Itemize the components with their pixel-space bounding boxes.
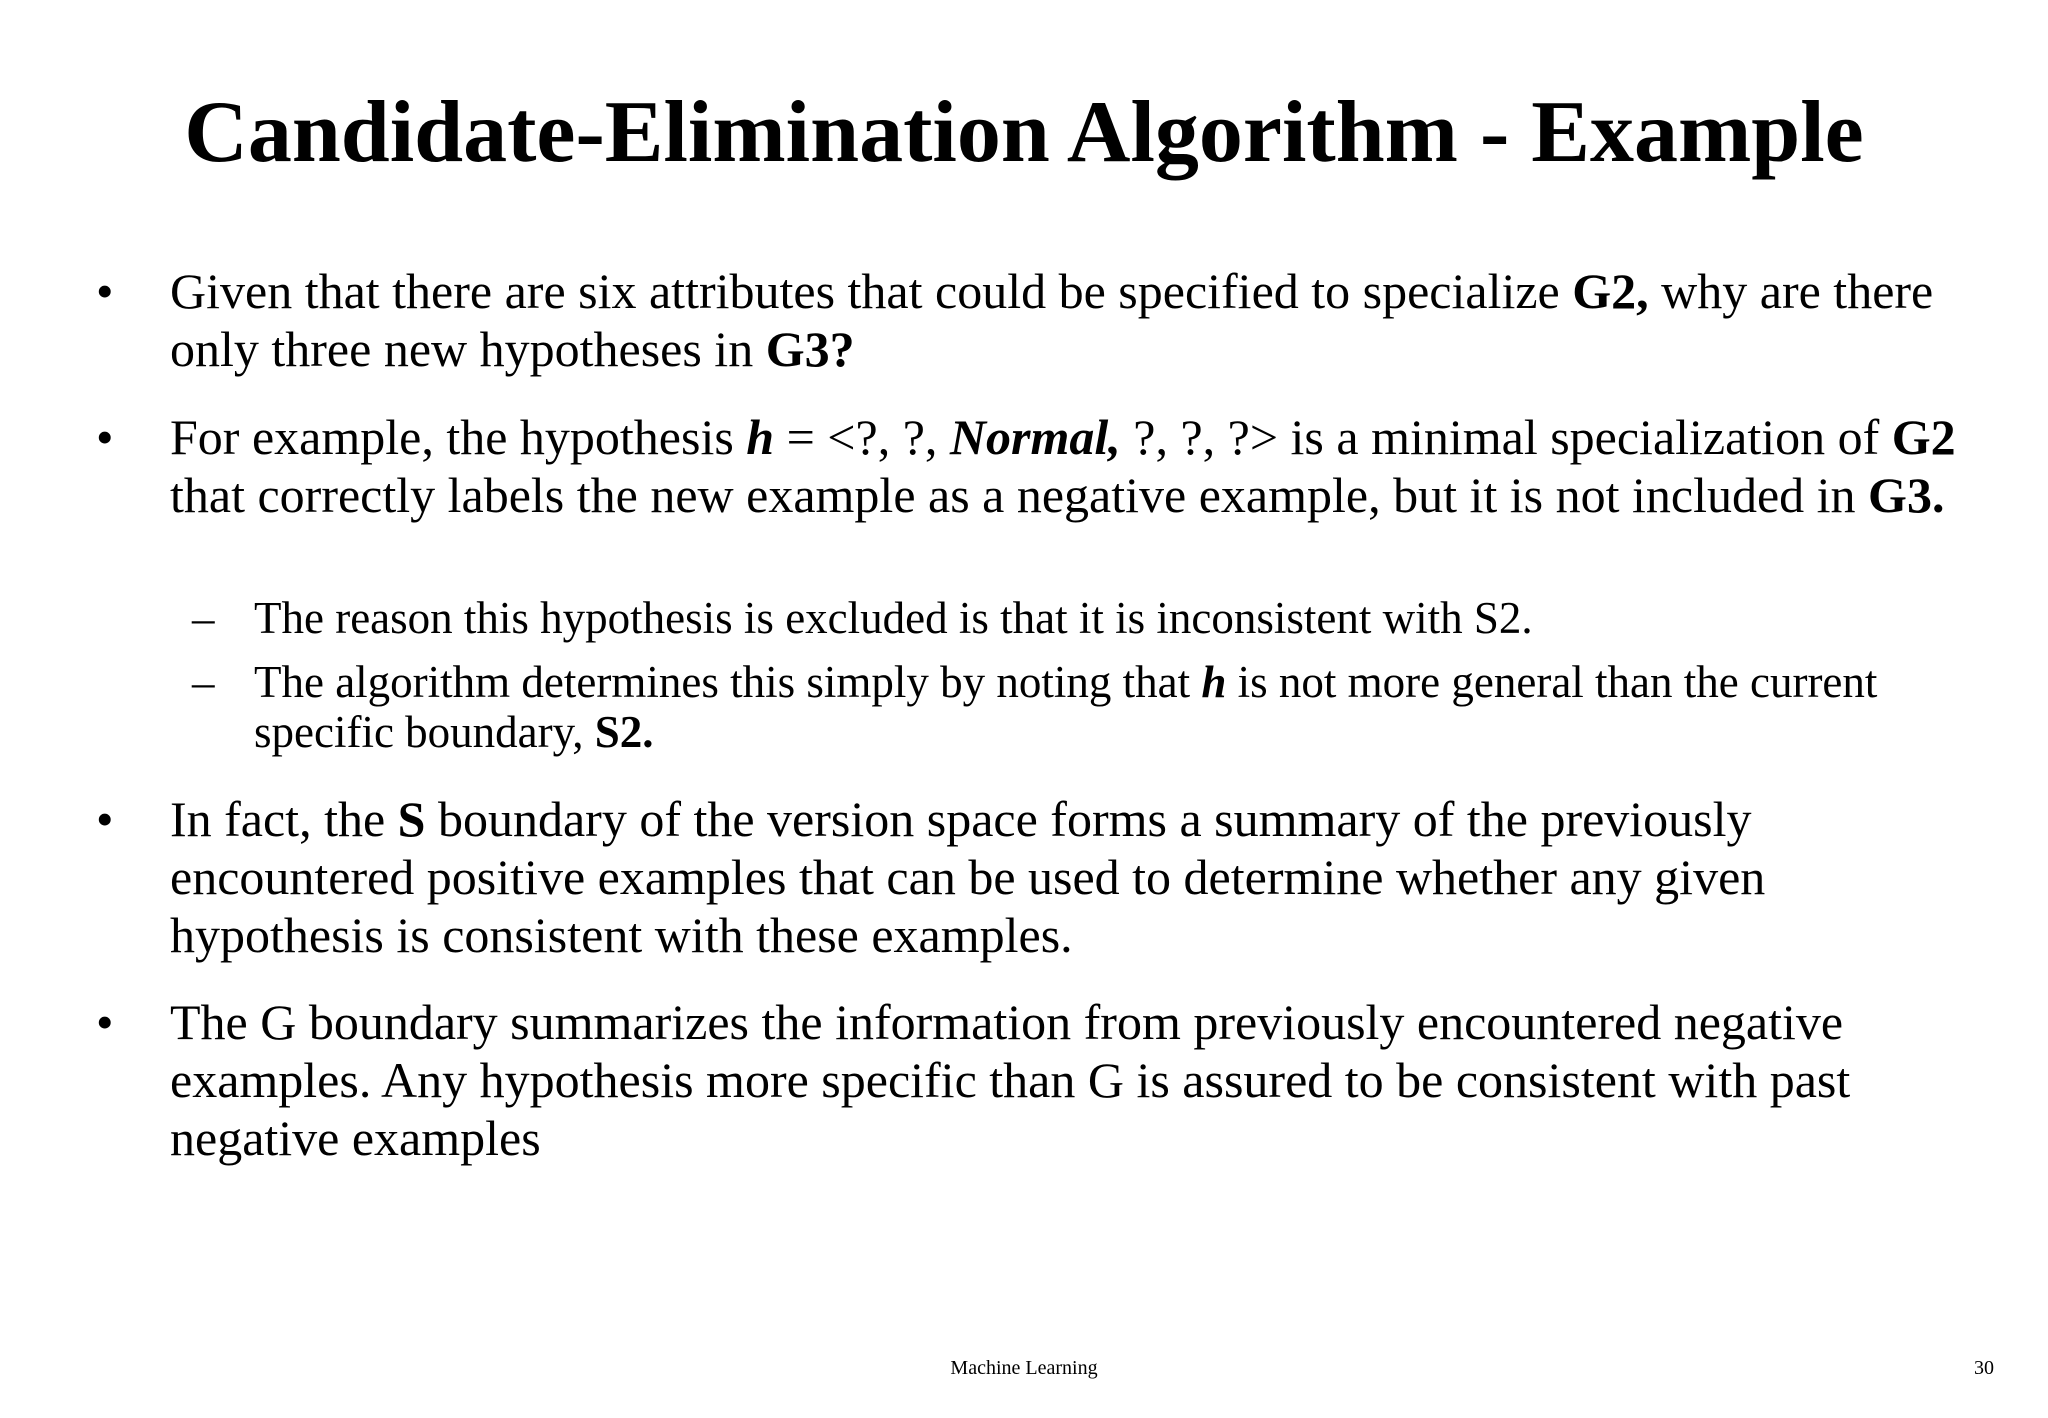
bullet-2-italic-normal: Normal, [949,409,1121,465]
bullet-4-text: The G boundary summarizes the information from previously encountered negative examples. Any hypothesis more specific than G is assured to be consistent with past negative examples [170,994,1851,1166]
slide-title: Candidate-Elimination Algorithm - Example [184,84,1864,181]
bullet-2-text-b: = <?, ?, [774,409,950,465]
bullet-1-text-a: Given that there are six attributes that could be specified to specialize [170,263,1573,319]
sub-bullet-1-dash: – [192,593,215,643]
bullet-1-bold-g3: G3? [765,321,855,377]
sub-bullet-2 [192,657,1994,757]
bullet-4 [96,993,1990,1167]
bullet-1-bold-g2: G2, [1572,263,1649,319]
bullet-1-text-b: why are there only three new hypotheses in [170,263,1934,377]
bullet-2-italic-h: h [746,409,775,465]
sub-bullet-2-bold-s2: S2. [594,707,654,757]
bullet-4-dot: • [96,994,114,1050]
bullet-1 [96,262,1990,378]
bullet-2-text-d: that correctly labels the new example as a negative example, but it is not included in [170,467,1869,523]
footer-page-number: 30 [1974,1357,1994,1379]
footer-course-name: Machine Learning [950,1357,1098,1379]
sub-bullet-1-text: The reason this hypothesis is excluded is that it is inconsistent with S2. [254,593,1533,643]
sub-bullet-2-italic-h: h [1201,657,1227,707]
bullet-2-text-c: ?, ?, ?> is a minimal specialization of [1120,409,1892,465]
bullet-3 [96,790,1990,964]
bullet-3-text-b: boundary of the version space forms a summary of the previously encountered positive examples that can be used to determine whether any given hypothesis is consistent with these examples. [170,791,1766,963]
bullet-2-dot: • [96,409,114,465]
bullet-2-bold-g2: G2 [1891,409,1956,465]
bullet-2-bold-g3: G3. [1868,467,1945,523]
bullet-3-dot: • [96,791,114,847]
bullet-3-bold-s: S [397,791,426,847]
sub-bullet-1 [192,593,1994,643]
bullet-2-text-a: For example, the hypothesis [170,409,747,465]
sub-bullet-2-dash: – [192,657,215,707]
bullet-1-dot: • [96,263,114,319]
bullet-2 [96,408,1990,524]
sub-bullet-2-text-b: is not more general than the current specific boundary, [254,657,1878,757]
bullet-3-text-a: In fact, the [170,791,398,847]
sub-bullet-2-text-a: The algorithm determines this simply by noting that [254,657,1202,707]
